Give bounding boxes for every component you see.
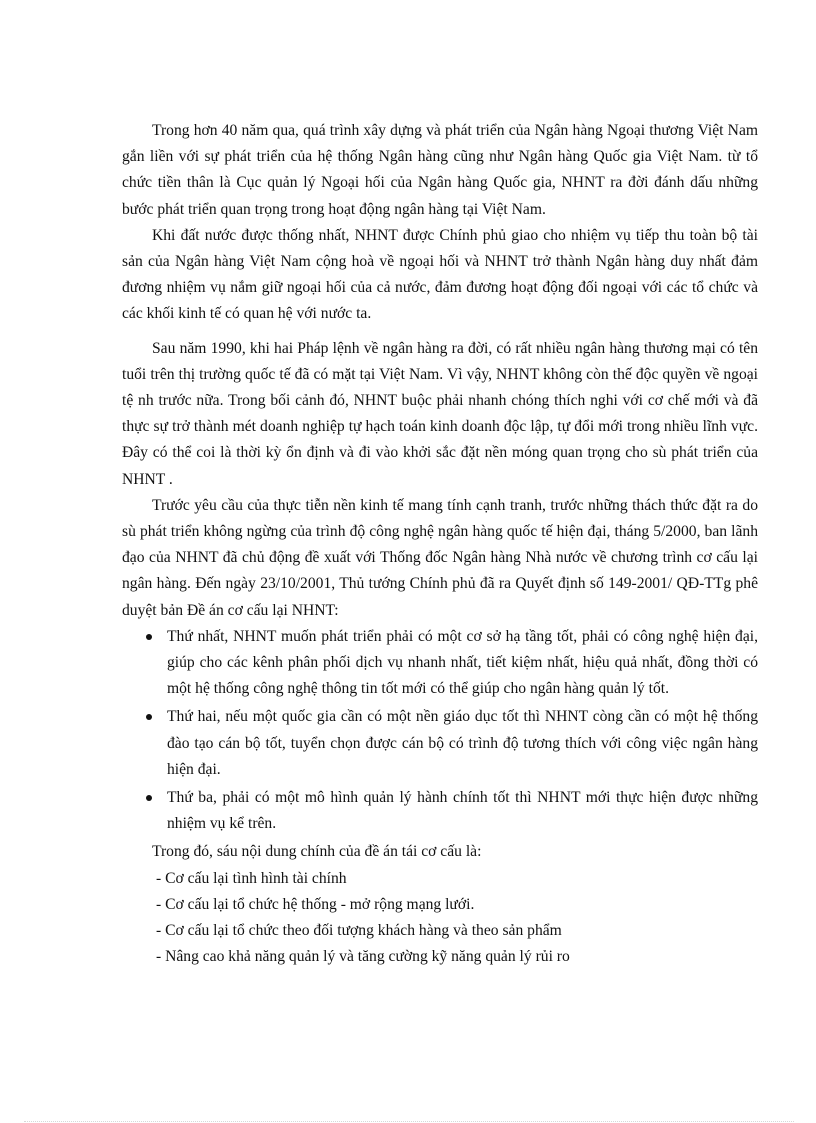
bullet-item bbox=[122, 785, 758, 837]
bullet-text: Thứ hai, nếu một quốc gia cần có một nền giáo dục tốt thì NHNT còng cần có một hệ thống đào tạo cán bộ tốt, tuyển chọn được cán bộ có trình độ tương thích với công việc ngân hàng hiện đại. bbox=[167, 708, 758, 778]
bullet-list bbox=[122, 624, 758, 838]
page-bottom-divider bbox=[24, 1121, 794, 1122]
list-item: - Cơ cấu lại tổ chức theo đối tượng khách hàng và theo sản phẩm bbox=[156, 922, 562, 940]
bullet-text: Thứ nhất, NHNT muốn phát triển phải có một cơ sở hạ tầng tốt, phải có công nghệ hiện đại, giúp cho các kênh phân phối dịch vụ nhanh nhất, tiết kiệm nhất, hiệu quả nhất, đồng thời có một hệ thống công nghệ thông tin tốt mới có thể giúp cho ngân hàng quản lý tốt. bbox=[167, 627, 758, 698]
restructuring-intro: Trong đó, sáu nội dung chính của đề án tái cơ cấu là: bbox=[152, 843, 482, 861]
list-item: - Nâng cao khả năng quản lý và tăng cường kỹ năng quản lý rủi ro bbox=[156, 948, 570, 966]
paragraph-history: Trong hơn 40 năm qua, quá trình xây dựng và phát triển của Ngân hàng Ngoại thương Việt Nam gắn liền với sự phát triển của hệ thống Ngân hàng cũng như Ngân hàng Quốc gia Việt Nam. từ tổ chức tiền thân là Cục quản lý Ngoại hối của Ngân hàng Quốc gia, NHNT ra đời đánh dấu những bước phát triển quan trọng trong hoạt động ngân hàng tại Việt Nam. bbox=[122, 122, 758, 218]
bullet-text: Thứ ba, phải có một mô hình quản lý hành chính tốt thì NHNT mới thực hiện được những nhiệm vụ kể trên. bbox=[167, 789, 758, 833]
dash-list bbox=[122, 866, 758, 971]
document-body bbox=[122, 118, 758, 971]
list-item: - Cơ cấu lại tình hình tài chính bbox=[156, 869, 347, 887]
bullet-dot-icon bbox=[146, 634, 152, 640]
list-item: - Cơ cấu lại tổ chức hệ thống - mở rộng mạng lưới. bbox=[156, 895, 475, 913]
bullet-dot-icon bbox=[146, 795, 152, 801]
bullet-dot-icon bbox=[146, 714, 152, 720]
paragraph-restructuring: Trước yêu cầu của thực tiễn nền kinh tế mang tính cạnh tranh, trước những thách thức đặt ra do sù phát triển không ngừng của trình độ công nghệ ngân hàng quốc tế hiện đại, tháng 5/2000, ban lãnh đạo của NHNT đã chủ động đề xuất với Thống đốc Ngân hàng Nhà nước về chương trình cơ cấu lại ngân hàng. Đến ngày 23/10/2001, Thủ tướng Chính phủ đã ra Quyết định số 149-2001/ QĐ-TTg phê duyệt bản Đề án cơ cấu lại NHNT: bbox=[122, 496, 758, 619]
bullet-item bbox=[122, 704, 758, 783]
paragraph-after-1990: Sau năm 1990, khi hai Pháp lệnh về ngân hàng ra đời, có rất nhiều ngân hàng thương mại có tên tuổi trên thị trường quốc tế đã có mặt tại Việt Nam. Vì vậy, NHNT không còn thế độc quyền về ngoại tệ nh trước nữa. Trong bối cảnh đó, NHNT buộc phải nhanh chóng thích nghi với cơ chế mới và đã thực sự trở thành mét doanh nghiệp tự hạch toán kinh doanh độc lập, tự đổi mới trong nhiều lĩnh vực. Đây có thể coi là thời kỳ ổn định và đi vào khởi sắc đặt nền móng quan trọng cho sù phát triển của NHNT . bbox=[122, 339, 758, 488]
paragraph-unification: Khi đất nước được thống nhất, NHNT được Chính phủ giao cho nhiệm vụ tiếp thu toàn bộ tài sản của Ngân hàng Việt Nam cộng hoà về ngoại hối và NHNT trở thành Ngân hàng duy nhất đảm đương nhiệm vụ nắm giữ ngoại hối của cả nước, đảm đương hoạt động đối ngoại với các tổ chức và các khối kinh tế có quan hệ với nước ta. bbox=[122, 226, 758, 323]
bullet-item bbox=[122, 624, 758, 703]
